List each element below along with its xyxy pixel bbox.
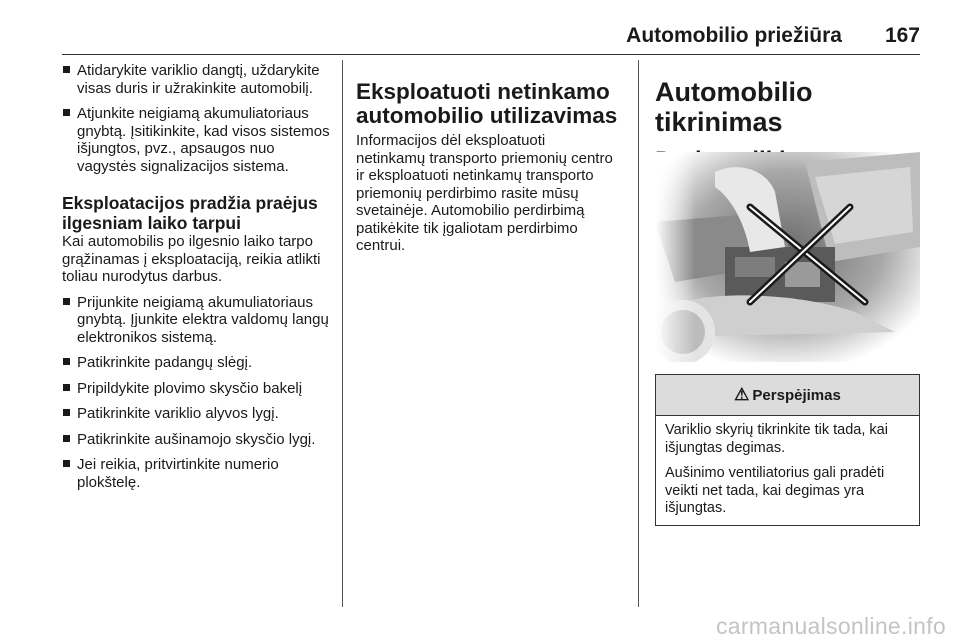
- warning-paragraph: Aušinimo ventiliatorius gali pradėti veikti net tada, kai degimas yra išjungtas.: [665, 465, 885, 516]
- list-item: Pripildykite plovimo skysčio bakelį: [62, 380, 330, 398]
- page-number: 167: [884, 24, 920, 47]
- list-item: Patikrinkite aušinamojo skysčio lygį.: [62, 431, 330, 449]
- list-item: Patikrinkite variklio alyvos lygį.: [62, 405, 330, 423]
- section-subheading: Eksploatacijos pradžia praėjus ilgesniam laiko tarpui: [62, 193, 318, 233]
- paragraph: Kai automobilis po ilgesnio laiko tarpo grąžinamas į eksploataciją, reikia atlikti toliau nurodytus darbus.: [62, 233, 321, 285]
- engine-bay-illustration: [655, 152, 920, 362]
- chapter-heading: Automobilio tikrinimas: [655, 77, 813, 137]
- section-heading: Eksploatuoti netinkamo automobilio utilizavimas: [356, 79, 618, 128]
- warning-box: [655, 374, 920, 526]
- column-middle: [356, 60, 618, 263]
- paragraph: Informacijos dėl eksploatuoti netinkamų transporto priemonių centro ir eksploatuoti netinkamų transporto priemonių perdirbimo rasite mūsų svetainėje. Automobilio perdirbimą patikėkite tik įgaliotam perdirbimo centrui.: [356, 132, 613, 254]
- page-header: [62, 14, 920, 55]
- list-item: Patikrinkite padangų slėgį.: [62, 354, 330, 372]
- list-item: Atjunkite neigiamą akumuliatoriaus gnybtą. Įsitikinkite, kad visos sistemos išjungtos, pvz., apsaugos nuo vagystės signalizacijos sistema.: [62, 105, 330, 175]
- warning-body: [656, 416, 919, 518]
- list-item: Jei reikia, pritvirtinkite numerio plokštelę.: [62, 456, 330, 491]
- warning-header: [656, 375, 919, 416]
- column-divider: [638, 60, 639, 607]
- watermark: carmanualsonline.info: [715, 613, 946, 639]
- warning-paragraph: Variklio skyrių tikrinkite tik tada, kai išjungtas degimas.: [665, 422, 888, 456]
- list-item: Atidarykite variklio dangtį, uždarykite visas duris ir užrakinkite automobilį.: [62, 62, 330, 97]
- warning-triangle-icon: ⚠: [734, 385, 750, 404]
- bullet-list: [62, 62, 330, 175]
- column-divider: [342, 60, 343, 607]
- bullet-list: [62, 294, 330, 492]
- running-title: Automobilio priežiūra: [626, 24, 842, 47]
- list-item: Prijunkite neigiamą akumuliatoriaus gnybtą. Įjunkite elektra valdomų langų elektronikos sistemą.: [62, 294, 330, 347]
- column-left: [62, 60, 330, 499]
- warning-title: Perspėjimas: [752, 387, 841, 404]
